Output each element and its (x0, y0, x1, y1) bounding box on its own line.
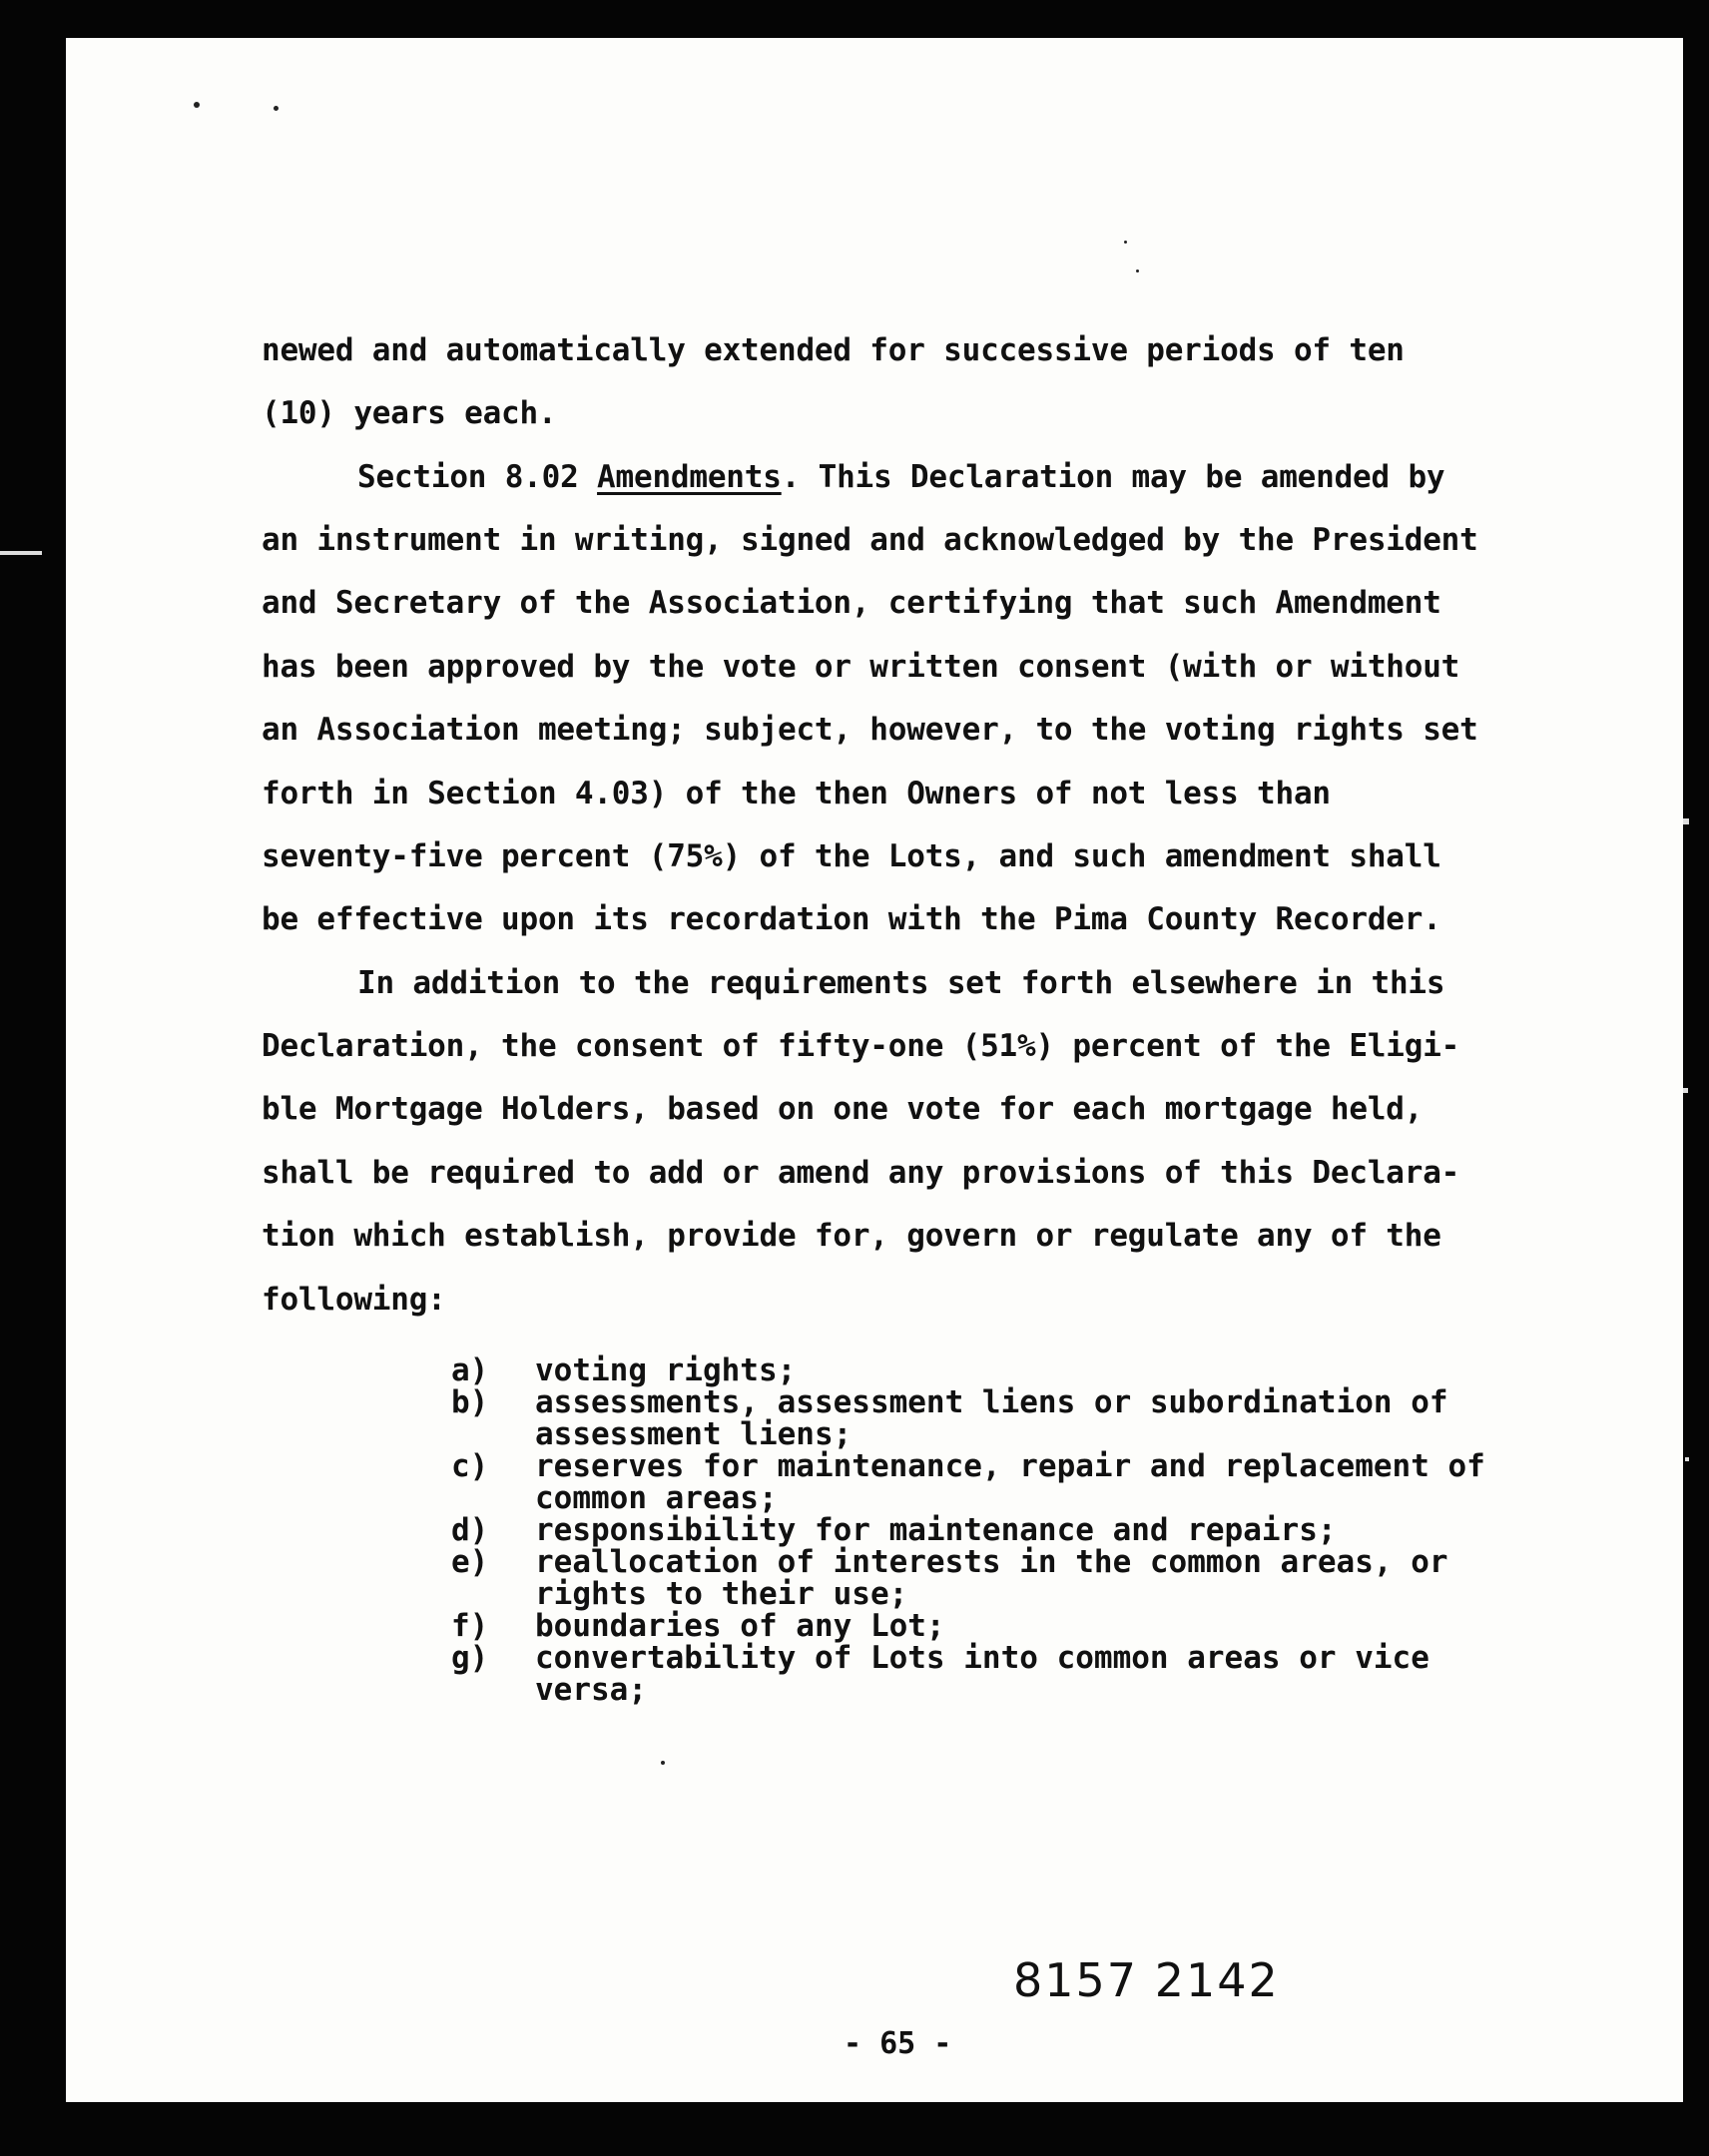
list-item-letter: b) (451, 1384, 489, 1420)
list-item-letter: d) (451, 1512, 489, 1548)
page-number: - 65 - (844, 2026, 952, 2061)
list-item (451, 1642, 1549, 1706)
section-lead-text: . This Declaration may be amended by (781, 459, 1445, 495)
text-line: following: (262, 1282, 446, 1318)
list-item (451, 1610, 1549, 1642)
list-item-letter: g) (451, 1640, 489, 1676)
section-heading-line (262, 459, 1444, 495)
list-item-text: assessments, assessment liens or subordination of assessment liens; (535, 1384, 1448, 1452)
list-item-letter: a) (451, 1352, 489, 1388)
text-line: has been approved by the vote or written consent (with or without (262, 649, 1460, 685)
scan-speck (661, 1761, 665, 1765)
provisions-list (451, 1354, 1549, 1706)
text-line: tion which establish, provide for, govern or regulate any of the (262, 1218, 1441, 1254)
text-line: (10) years each. (262, 395, 557, 431)
text-line: forth in Section 4.03) of the then Owners of not less than (262, 776, 1331, 811)
list-item-text: boundaries of any Lot; (535, 1608, 945, 1644)
list-item (451, 1386, 1549, 1450)
scan-speck (1136, 270, 1139, 272)
text-line: be effective upon its recordation with the Pima County Recorder. (262, 901, 1441, 937)
document-number: 8157 2142 (1013, 1953, 1280, 2007)
text-line: ble Mortgage Holders, based on one vote for each mortgage held, (262, 1091, 1424, 1127)
list-item-text: reserves for maintenance, repair and replacement of common areas; (535, 1448, 1485, 1516)
list-item (451, 1546, 1549, 1610)
list-item (451, 1514, 1549, 1546)
list-item-text: responsibility for maintenance and repairs; (535, 1512, 1337, 1548)
scan-speck (274, 106, 279, 111)
text-line: In addition to the requirements set forth elsewhere in this (357, 965, 1445, 1001)
scan-speck (194, 102, 200, 108)
scan-edge-mark (1685, 1457, 1689, 1461)
scan-edge-mark (0, 551, 42, 555)
text-line: an instrument in writing, signed and acknowledged by the President (262, 522, 1478, 558)
section-number: Section 8.02 (357, 459, 579, 495)
section-title: Amendments (597, 459, 782, 495)
list-item-text: voting rights; (535, 1352, 797, 1388)
scan-edge-mark (1683, 818, 1689, 824)
text-line: and Secretary of the Association, certifying that such Amendment (262, 585, 1441, 621)
scan-edge-mark (1683, 1088, 1688, 1093)
list-item-letter: c) (451, 1448, 489, 1484)
text-line: Declaration, the consent of fifty-one (51%) percent of the Eligi- (262, 1028, 1460, 1064)
list-item-letter: e) (451, 1544, 489, 1580)
list-item (451, 1354, 1549, 1386)
text-line: an Association meeting; subject, however, to the voting rights set (262, 712, 1478, 748)
text-line: seventy-five percent (75%) of the Lots, and such amendment shall (262, 838, 1441, 874)
scan-speck (1124, 241, 1127, 244)
list-item-text: reallocation of interests in the common areas, or rights to their use; (535, 1544, 1448, 1612)
text-line: newed and automatically extended for successive periods of ten (262, 332, 1405, 368)
list-item (451, 1450, 1549, 1514)
text-line: shall be required to add or amend any provisions of this Declara- (262, 1155, 1460, 1191)
list-item-letter: f) (451, 1608, 489, 1644)
list-item-text: convertability of Lots into common areas or vice versa; (535, 1640, 1429, 1708)
